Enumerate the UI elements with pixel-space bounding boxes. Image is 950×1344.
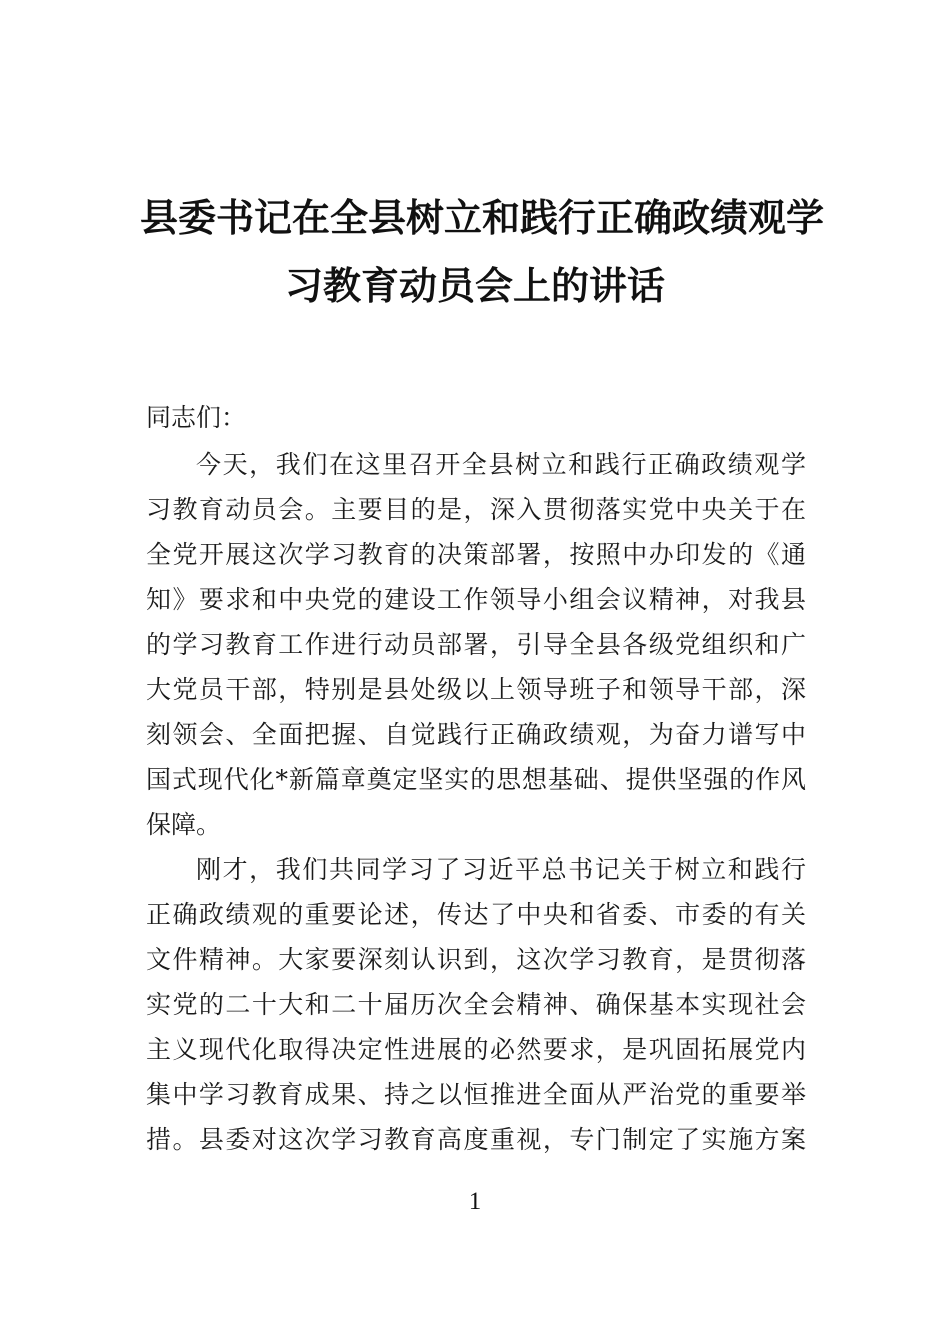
paragraph-2-line: 集中学习教育成果、持之以恒推进全面从严治党的重要举 bbox=[146, 1080, 806, 1109]
paragraph-1-line: 习教育动员会。主要目的是，深入贯彻落实党中央关于在 bbox=[146, 495, 806, 524]
paragraph-1-line: 刻领会、全面把握、自觉践行正确政绩观，为奋力谱写中 bbox=[146, 720, 806, 749]
document-title-line-1: 县委书记在全县树立和践行正确政绩观学 bbox=[140, 195, 825, 240]
paragraph-1-line: 国式现代化*新篇章奠定坚实的思想基础、提供坚强的作风 bbox=[146, 765, 806, 794]
paragraph-1-line: 保障。 bbox=[146, 810, 222, 839]
paragraph-1-line: 全党开展这次学习教育的决策部署，按照中办印发的《通 bbox=[146, 540, 806, 569]
salutation: 同志们： bbox=[146, 403, 247, 432]
paragraph-2-line: 刚才，我们共同学习了习近平总书记关于树立和践行 bbox=[196, 855, 806, 884]
paragraph-1-line: 大党员干部，特别是县处级以上领导班子和领导干部，深 bbox=[146, 675, 806, 704]
paragraph-1-line: 知》要求和中央党的建设工作领导小组会议精神，对我县 bbox=[146, 585, 806, 614]
paragraph-2-line: 主义现代化取得决定性进展的必然要求，是巩固拓展党内 bbox=[146, 1035, 806, 1064]
paragraph-2-line: 正确政绩观的重要论述，传达了中央和省委、市委的有关 bbox=[146, 900, 806, 929]
paragraph-2-line: 实党的二十大和二十届历次全会精神、确保基本实现社会 bbox=[146, 990, 806, 1019]
document-title-line-2: 习教育动员会上的讲话 bbox=[284, 263, 665, 308]
paragraph-1-line: 今天，我们在这里召开全县树立和践行正确政绩观学 bbox=[196, 450, 806, 479]
page-number: 1 bbox=[468, 1188, 482, 1215]
paragraph-2-line: 措。县委对这次学习教育高度重视，专门制定了实施方案 bbox=[146, 1125, 806, 1154]
paragraph-1-line: 的学习教育工作进行动员部署，引导全县各级党组织和广 bbox=[146, 630, 806, 659]
paragraph-2-line: 文件精神。大家要深刻认识到，这次学习教育，是贯彻落 bbox=[146, 945, 806, 974]
